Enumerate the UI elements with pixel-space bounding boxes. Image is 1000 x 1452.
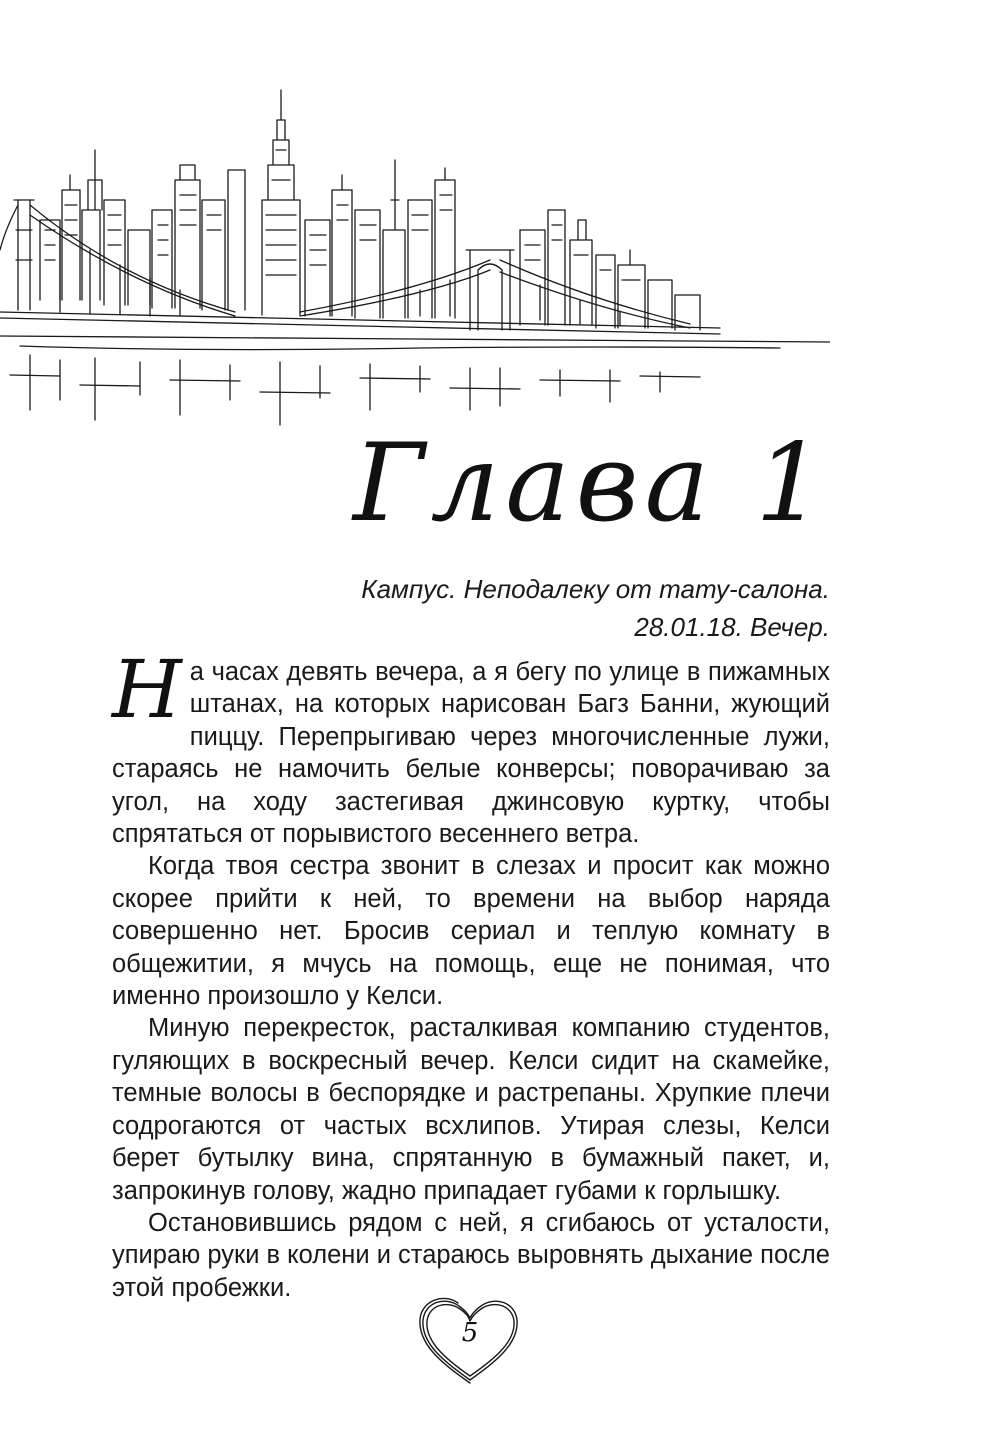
drop-cap: Н: [112, 643, 182, 736]
paragraph: Миную перекресток, расталкивая компанию студентов, гуляющих в воскресный вечер. Келси сидит на скамейке, темные волосы в беспорядке и растрепаны. Хрупкие плечи содрогаются от частых всхлипов. Утирая слезы, Келси берет бутылку вина, спрятанную в бумажный пакет, и, запрокинув голову, жадно припадает губами к горлышку.: [112, 1014, 830, 1205]
city-skyline-sketch-icon: [0, 80, 830, 430]
chapter-epigraph: [361, 570, 830, 646]
chapter-body: [112, 643, 830, 1304]
paragraph: Когда твоя сестра звонит в слезах и просит как можно скорее прийти к ней, то времени на выбор наряда совершенно нет. Бросив сериал и теплую комнату в общежитии, я мчусь на помощь, еще не понимая, что именно произошло у Келси.: [112, 852, 830, 1011]
epigraph-location: Кампус. Неподалеку от тату-салона.: [361, 574, 830, 604]
page-number: 5: [461, 1318, 479, 1348]
epigraph-date: 28.01.18. Вечер.: [634, 612, 830, 642]
page-number-badge: [415, 1292, 525, 1388]
paragraph: Остановившись рядом с ней, я сгибаюсь от усталости, упираю руки в колени и стараюсь выровнять дыхание после этой пробежки.: [112, 1208, 830, 1302]
chapter-title: Глава 1: [353, 421, 830, 546]
paragraph: [112, 643, 830, 850]
paragraph-text: а часах девять вечера, а я бегу по улице в пижамных штанах, на которых нарисован Багз Банни, жующий пиццу. Перепрыгиваю через многочисленные лужи, стараясь не намочить белые конверсы; поворачиваю за угол, на ходу застегивая джинсовую куртку, чтобы спрятаться от порывистого весеннего ветра.: [112, 658, 830, 849]
